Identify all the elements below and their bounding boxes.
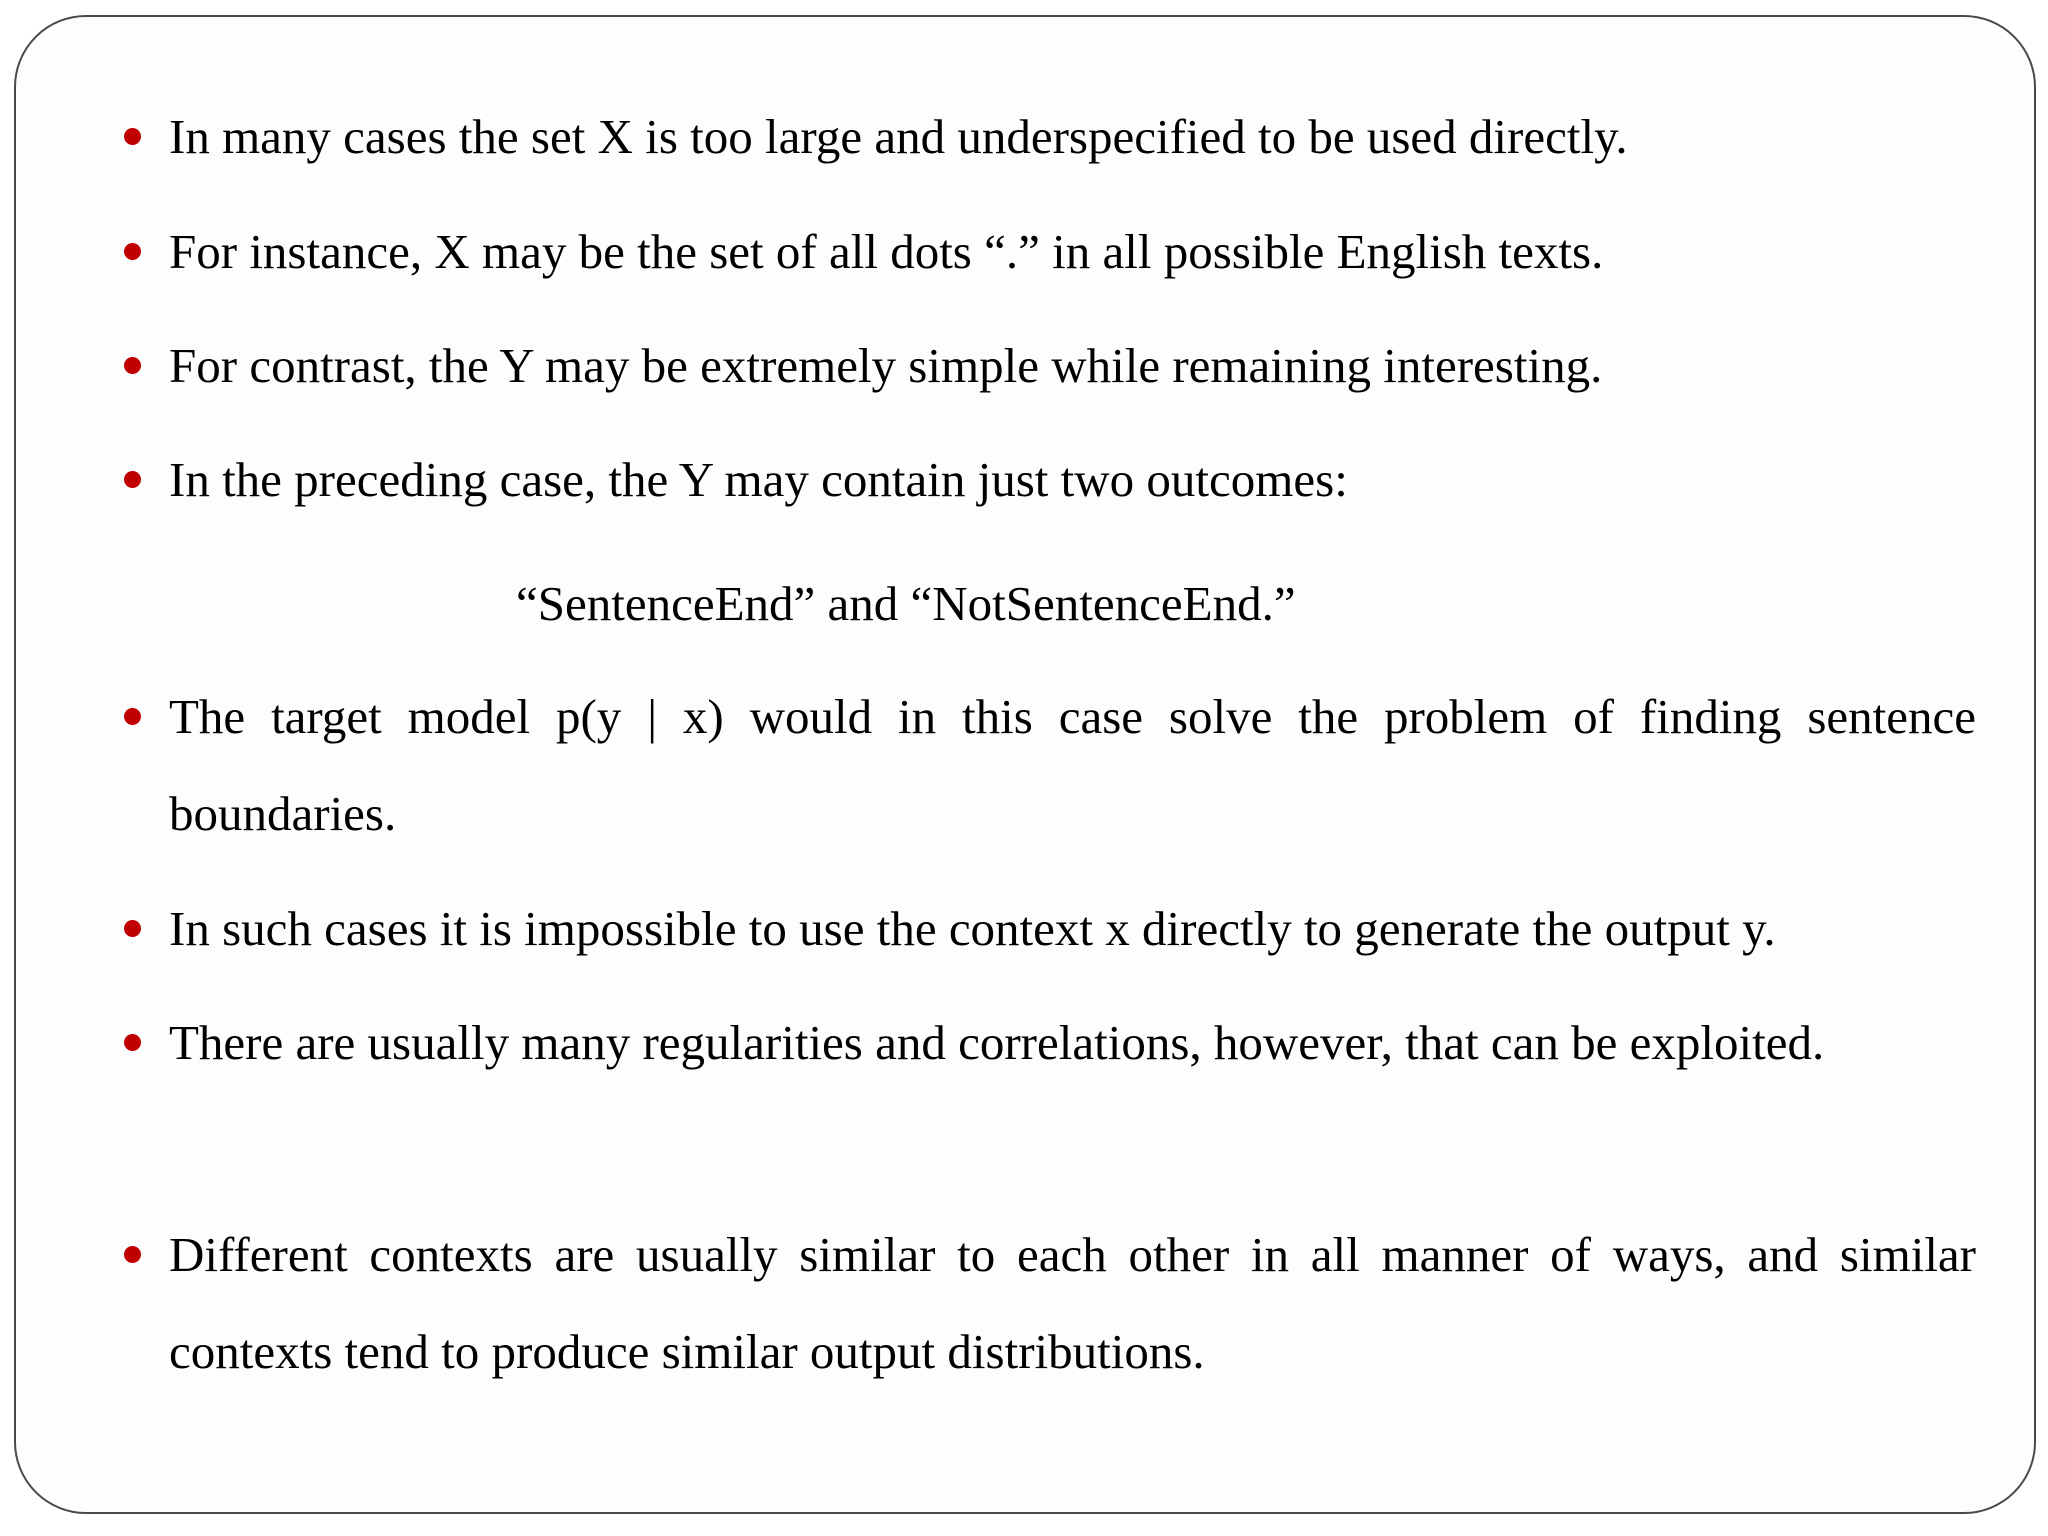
bullet-item-4	[169, 431, 1976, 528]
bullet-text: For instance, X may be the set of all dots “.” in all possible English texts.	[169, 224, 1604, 279]
bullet-text: For contrast, the Y may be extremely simple while remaining interesting.	[169, 338, 1603, 393]
bullet-item-6	[169, 880, 1976, 977]
bullet-item-7	[169, 994, 1976, 1091]
bullet-dot-icon	[124, 708, 141, 725]
bullet-dot-icon	[124, 1034, 141, 1051]
bullet-item-8	[169, 1206, 1976, 1400]
bullet-dot-icon	[124, 357, 141, 374]
bullet-item-5	[169, 668, 1976, 862]
bullet-dot-icon	[124, 243, 141, 260]
bullet-item-3	[169, 317, 1976, 414]
bullet-dot-icon	[124, 920, 141, 937]
outcomes-line: “SentenceEnd” and “NotSentenceEnd.”	[516, 576, 1296, 631]
bullet-item-2	[169, 203, 1976, 300]
bullet-text: In many cases the set X is too large and underspecified to be used directly.	[169, 109, 1628, 164]
bullet-text: In the preceding case, the Y may contain just two outcomes:	[169, 452, 1348, 507]
bullet-dot-icon	[124, 471, 141, 488]
bullet-text: There are usually many regularities and correlations, however, that can be exploited.	[169, 1015, 1825, 1070]
bullet-item-1	[169, 88, 1976, 185]
bullet-text: Different contexts are usually similar to each other in all manner of ways, and similar contexts tend to produce similar output distributions.	[169, 1227, 1976, 1379]
slide-frame	[14, 15, 2036, 1514]
bullet-dot-icon	[124, 1246, 141, 1263]
bullet-dot-icon	[124, 128, 141, 145]
bullet-text: In such cases it is impossible to use the context x directly to generate the output y.	[169, 901, 1776, 956]
bullet-list	[16, 17, 2034, 1512]
bullet-text: The target model p(y | x) would in this case solve the problem of finding sentence boundaries.	[169, 689, 1976, 841]
